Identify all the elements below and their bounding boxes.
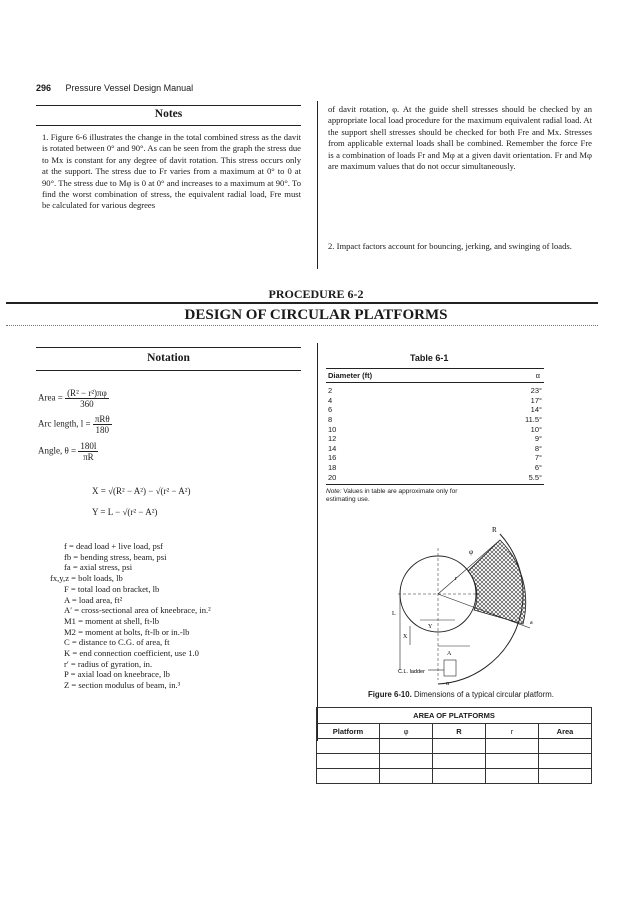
header-platform: Platform (317, 724, 380, 739)
diameter-cell: 2 (328, 386, 333, 396)
area-formula: Area = $\frac{\text{(R² − r²)πφ}}{360}$ (38, 388, 107, 409)
procedure-rule (6, 302, 598, 304)
column-divider-lower (317, 343, 318, 741)
procedure-number: PROCEDURE 6-2 (268, 287, 364, 301)
alpha-cell: 14° (530, 405, 542, 415)
table-6-1-title: Table 6-1 (410, 353, 449, 363)
label-phi: φ (469, 548, 474, 556)
ladder (444, 660, 456, 676)
label-A: A (447, 651, 452, 657)
alpha-cell: 9° (534, 434, 542, 444)
label-X: X (403, 634, 408, 640)
diameter-cell: 16 (328, 453, 337, 463)
symbol-list (50, 541, 304, 691)
notes-title-rule (36, 125, 301, 126)
symbol-item: F = total load on bracket, lb (64, 583, 160, 594)
note-1-continued: of davit rotation, φ. At the guide shell stresses should be checked by an appropriate local load procedure for the maximum equivalent radial load. At the support shell stresses should be checked for both Fre and Mx. Stresses from applicable external loads shall be combined. Remember the force Fre is a combination of loads Fr and Mφ at a given davit orientation. Fr and Mφ are maximum values that do not occur simultaneously. (328, 104, 592, 172)
arc-length-formula: Arc length, l = $\frac{\text{πRθ}}{180}$ (38, 414, 110, 435)
notes-title: Notes (154, 108, 183, 120)
notation-title-rule (36, 370, 301, 371)
symbol-item: Z = section modulus of beam, in.³ (64, 680, 181, 691)
label-alpha: α (446, 681, 450, 687)
area-table-block (316, 707, 592, 784)
running-header (36, 83, 193, 93)
diameter-cell: 6 (328, 405, 333, 415)
diameter-cell: 18 (328, 463, 337, 473)
diameter-cell: 14 (328, 443, 337, 453)
symbol-item: K = end connection coefficient, use 1.0 (64, 648, 199, 659)
alpha-cell: 11.5° (524, 415, 542, 425)
symbol-item: M1 = moment at shell, ft-lb (64, 615, 160, 626)
header-r: r (486, 724, 539, 739)
notes-top-rule (36, 105, 301, 106)
y-formula: Y = L − √(r² − A²) (92, 507, 158, 517)
label-L: L (392, 611, 396, 617)
header-phi: φ (380, 724, 433, 739)
table-note: Note: Values in table are approximate only for estimating use. (326, 487, 458, 503)
symbol-item: A′ = cross-sectional area of kneebrace, in.² (64, 605, 211, 616)
symbol-item: A = load area, ft² (64, 594, 123, 605)
area-table (316, 723, 592, 784)
table-row (326, 386, 544, 396)
note-1: 1. Figure 6-6 illustrates the change in the total combined stress as the davit is rotated between 0° and 90°. As can be seen from the graph the stress due to Mx is constant for any degree of davit rotation. This stress occurs only at the support. The stress due to Fr varies from a maximum at 0° to 0 at 90°. The stress due to Mφ is 0 at 0° and increases to a maximum at 90°. To find the worst combination of stress, the equivalent radial load, Fre must be calculated for various degrees (42, 132, 301, 211)
header-R: R (433, 724, 486, 739)
area-table-title: AREA OF PLATFORMS (316, 707, 592, 723)
label-ladder: C.L. ladder (398, 669, 425, 675)
platform-area (468, 540, 526, 624)
table-row (317, 769, 592, 784)
procedure-title: DESIGN OF CIRCULAR PLATFORMS (184, 307, 448, 323)
symbol-item: r′ = radius of gyration, in. (64, 658, 153, 669)
column-divider (317, 101, 318, 269)
label-a: a (530, 620, 533, 626)
alpha-cell: 6° (534, 463, 542, 473)
table-6-1-body (326, 386, 544, 482)
diameter-cell: 8 (328, 415, 333, 425)
notation-title: Notation (147, 352, 190, 364)
book-title: Pressure Vessel Design Manual (65, 83, 194, 93)
symbol-item: M2 = moment at bolts, ft-lb or in.-lb (64, 626, 190, 637)
notation-top-rule (36, 347, 301, 348)
circular-platform-figure (380, 520, 580, 688)
diameter-cell: 12 (328, 434, 337, 444)
alpha-cell: 23° (530, 386, 542, 396)
x-formula: X = √(R² − A²) − √(r² − A²) (92, 486, 191, 496)
table-row (326, 415, 544, 425)
header-area: Area (539, 724, 592, 739)
table-row (326, 424, 544, 434)
table-row (326, 444, 544, 454)
table-6-1 (326, 368, 544, 504)
symbol-item: fa = axial stress, psi (64, 562, 133, 573)
alpha-cell: 10° (530, 424, 542, 434)
figure-caption: Figure 6-10. Dimensions of a typical circular platform. (368, 690, 554, 699)
page-number: 296 (36, 83, 52, 93)
label-Y: Y (428, 624, 433, 630)
procedure-dotted-rule (6, 325, 598, 326)
table-row (326, 463, 544, 473)
symbol-item: fb = bending stress, beam, psi (64, 551, 167, 562)
table-row (317, 754, 592, 769)
alpha-cell: 7° (534, 453, 542, 463)
table-row (326, 405, 544, 415)
alpha-cell: 5.5° (528, 472, 542, 482)
symbol-item: fx,y,z = bolt loads, lb (50, 573, 123, 584)
col-diameter: Diameter (ft) (328, 371, 373, 380)
symbol-item: C = distance to C.G. of area, ft (64, 637, 170, 648)
label-r: r (455, 576, 457, 582)
col-alpha: α (535, 371, 540, 380)
label-R: R (492, 526, 497, 534)
angle-formula: Angle, θ = $\frac{180l}{\pi R}$ (38, 441, 97, 462)
table-row (326, 396, 544, 406)
alpha-cell: 17° (530, 395, 542, 405)
table-row (326, 434, 544, 444)
symbol-item: P = axial load on kneebrace, lb (64, 669, 170, 680)
diameter-cell: 20 (328, 472, 337, 482)
diameter-cell: 10 (328, 424, 337, 434)
table-row (326, 453, 544, 463)
table-row (317, 739, 592, 754)
symbol-item: f = dead load + live load, psf (64, 541, 163, 551)
alpha-cell: 8° (534, 443, 542, 453)
table-row (317, 724, 592, 739)
table-row (326, 472, 544, 482)
note-2: 2. Impact factors account for bouncing, jerking, and swinging of loads. (328, 241, 572, 251)
diameter-cell: 4 (328, 395, 333, 405)
